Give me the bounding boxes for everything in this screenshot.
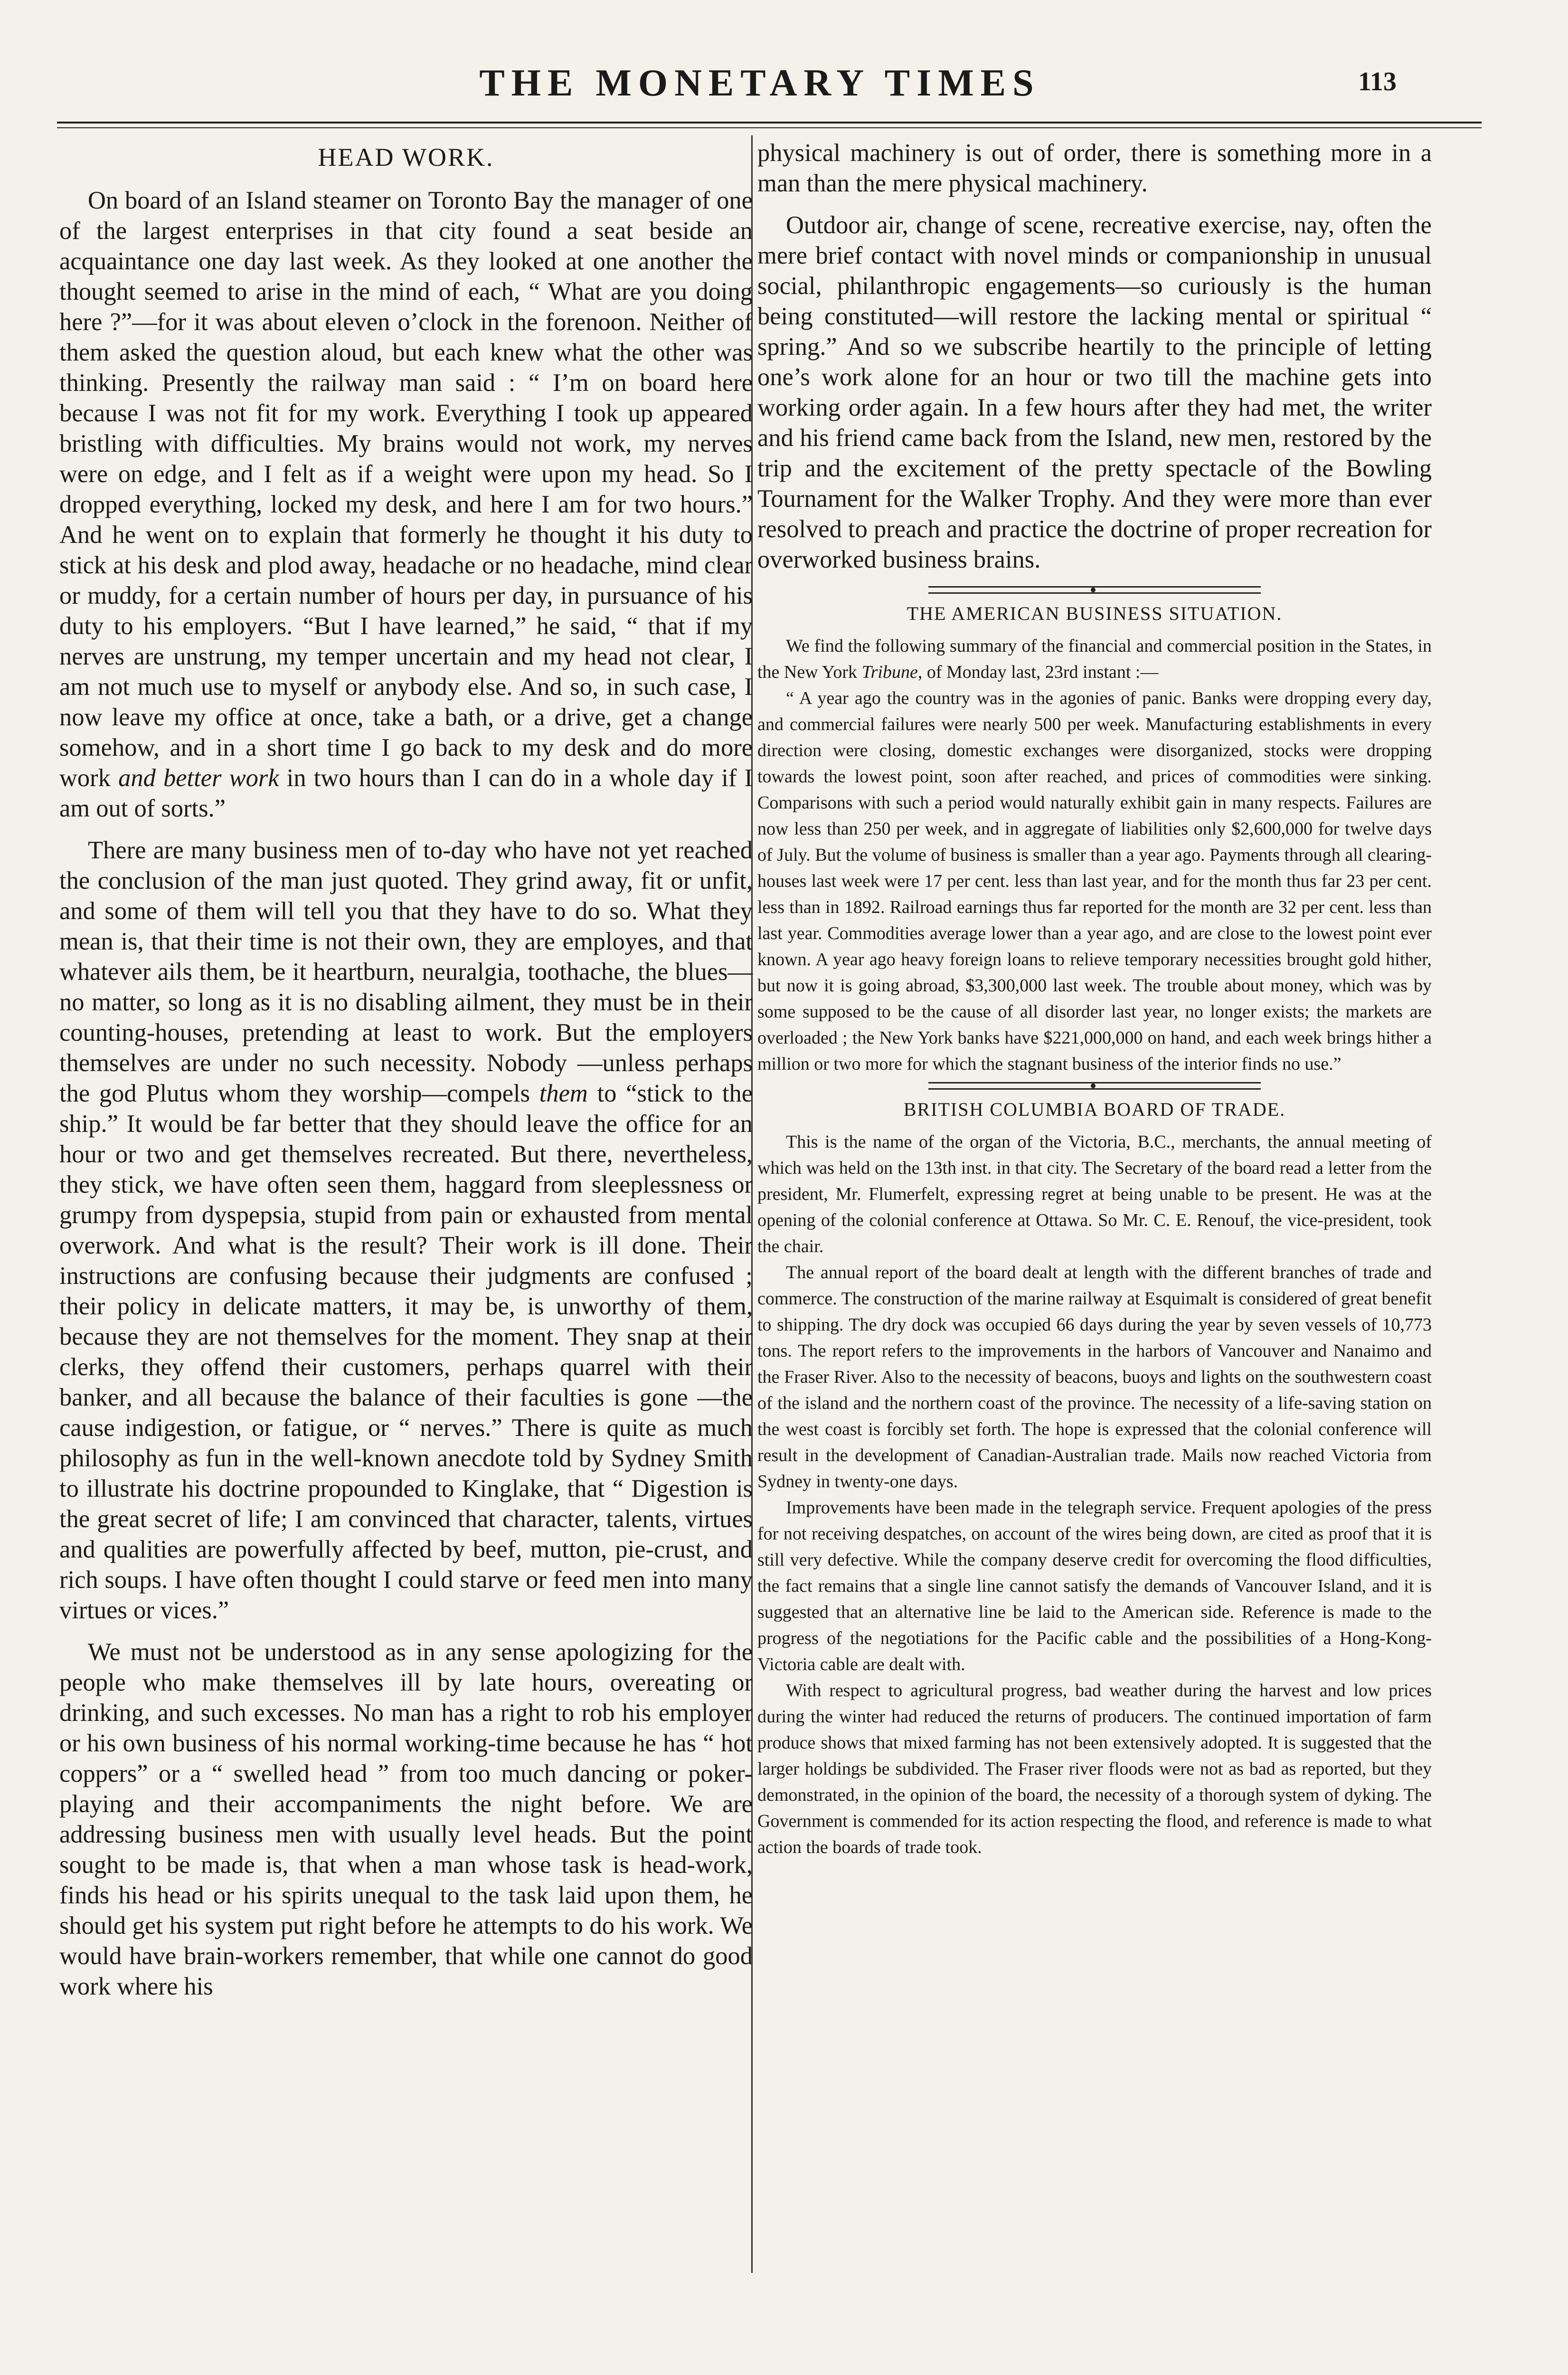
paragraph: On board of an Island steamer on Toronto Bay the manager of one of the largest enterprises in that city found a seat beside an acquaintance one day last week. As they looked at one another the thought seemed to arise in the mind of each, “ What are you doing here ?”—for it was about eleven o’clock in the forenoon. Neither of them asked the question aloud, but each knew what the other was thinking. Presently the railway man said : “ I’m on board here because I was not fit for my work. Everything I took up appeared bristling with difficulties. My brains would not work, my nerves were on edge, and I felt as if a weight were upon my head. So I dropped everything, locked my desk, and here I am for two hours.” And he went on to explain that formerly he thought it his duty to stick at his desk and plod away, headache or no headache, mind clear or muddy, for a certain number of hours per day, in pursuance of his duty to his employers. “But I have learned,” he said, “ that if my nerves are unstrung, my temper uncertain and my head not clear, I am not much use to myself or anybody else. And so, in such case, I now leave my office at once, take a bath, or a drive, get a change somehow, and in a short time I go back to my desk and do more work and better work in two hours than I can do in a whole day if I am out of sorts.” — [59, 187, 753, 822]
paragraph: This is the name of the organ of the Victoria, B.C., merchants, the annual meeting of which was held on the 13th inst. in that city. The Secretary of the board read a letter from the president, Mr. Flumerfelt, expressing regret at being unable to be present. He was at the opening of the colonial conference at Ottawa. So Mr. C. E. Renouf, the vice-president, took the chair. — [757, 1132, 1432, 1256]
quoted-paragraph: “ A year ago the country was in the agonies of panic. Banks were dropping every day, and commercial failures were nearly 500 per week. Manufacturing establishments in every direction were closing, domestic exchanges were disorganized, stocks were dropping towards the lowest point, soon after reached, and prices of commodities were sinking. Comparisons with such a period would naturally exhibit gain in many respects. Failures are now less than 250 per week, and in aggregate of liabilities only $2,600,000 for twelve days of July. But the volume of business is smaller than a year ago. Payments through all clearing-houses last week were 17 per cent. less than last year, and for the month thus far 23 per cent. less than in 1892. Railroad earnings thus far reported for the month are 32 per cent. less than last year. Commodities average lower than a year ago, and are close to the lowest point ever known. A year ago heavy foreign loans to relieve temporary necessities brought gold hither, but now it is going abroad, $3,300,000 last week. The trouble about money, which was by some supposed to be the cause of all disorder last year, no longer exists; the markets are overloaded ; the New York banks have $221,000,000 on hand, and each week brings hither a million or two more for which the stagnant business of the interior finds no use.” — [757, 688, 1432, 1074]
page-number: 113 — [1358, 67, 1397, 96]
masthead-title: THE MONETARY TIMES — [479, 62, 1040, 104]
section-separator — [928, 586, 1261, 594]
paragraph: Improvements have been made in the telegraph service. Frequent apologies of the press for not receiving despatches, on account of the wires being down, are cited as proof that it is still very defective. While the company deserve credit for overcoming the flood difficulties, the fact remains that a single line cannot satisfy the demands of Vancouver Island, and it is suggested that an alternative line be laid to the American side. Reference is made to the progress of the negotiations for the Pacific cable and the possibilities of a Hong-Kong-Victoria cable are dealt with. — [757, 1498, 1432, 1674]
article-bc-board-of-trade — [757, 1098, 1432, 1861]
article-heading: THE AMERICAN BUSINESS SITUATION. — [907, 603, 1283, 624]
article-continuation — [757, 138, 1432, 575]
paragraph: We find the following summary of the financial and commercial position in the States, in the New York Tribune, of Monday last, 23rd instant :— — [757, 636, 1432, 682]
section-separator — [928, 1082, 1261, 1090]
right-column — [757, 138, 1432, 1861]
paragraph: physical machinery is out of order, there is something more in a man than the mere physical machinery. — [757, 139, 1432, 197]
paragraph: We must not be understood as in any sense apologizing for the people who make themselves ill by late hours, overeating or drinking, and such excesses. No man has a right to rob his employer or his own business of his normal working-time because he has “ hot coppers” or a “ swelled head ” from too much dancing or poker-playing and their accompaniments the night before. We are addressing business men with usually level heads. But the point sought to be made is, that when a man whose task is head-work, finds his head or his spirits unequal to the task laid upon them, he should get his system put right before he attempts to do his work. We would have brain-workers remember, that while one cannot do good work where his — [59, 1638, 753, 2000]
paragraph: With respect to agricultural progress, bad weather during the harvest and low prices during the winter had reduced the returns of producers. The continued importation of farm produce shows that mixed farming has not been extensively adopted. It is suggested that the larger holdings be subdivided. The Fraser river floods were not as bad as reported, but they demonstrated, in the opinion of the board, the necessity of a thorough system of dyking. The Government is commended for its action respecting the flood, and reference is made to what action the boards of trade took. — [757, 1681, 1432, 1857]
article-heading: BRITISH COLUMBIA BOARD OF TRADE. — [903, 1099, 1286, 1120]
masthead-rule — [57, 122, 1482, 128]
article-american-business — [757, 602, 1432, 1077]
article-body — [59, 185, 753, 2002]
paragraph: Outdoor air, change of scene, recreative exercise, nay, often the mere brief contact with novel minds or companionship in unusual social, philanthropic engagements—so curiously is the human being constituted—will restore the lacking mental or spiritual “ spring.” And so we subscribe heartily to the principle of letting one’s work alone for an hour or two till the machine gets into working order again. In a few hours after they had met, the writer and his friend came back from the Island, new men, restored by the trip and the excitement of the pretty spectacle of the Bowling Tournament for the Walker Trophy. And they were more than ever resolved to preach and practice the doctrine of proper recreation for overworked business brains. — [757, 211, 1432, 573]
article-heading: HEAD WORK. — [318, 143, 494, 171]
paragraph: There are many business men of to-day who have not yet reached the conclusion of the man just quoted. They grind away, fit or unfit, and some of them will tell you that they have to do so. What they mean is, that their time is not their own, they are employes, and that whatever ails them, be it heartburn, neuralgia, toothache, the blues—no matter, so long as it is no disabling ailment, they must be in their counting-houses, pretending at least to work. But the employers themselves are under no such necessity. Nobody —unless perhaps the god Plutus whom they worship—compels them to “stick to the ship.” It would be far better that they should leave the office for an hour or two and get themselves recreated. But there, nevertheless, they stick, we have often seen them, haggard from sleeplessness or grumpy from dyspepsia, stupid from pain or exhausted from mental overwork. And what is the result? Their work is ill done. Their instructions are confusing because their judgments are confused ; their policy in delicate matters, it may be, is unworthy of them, because they are not themselves for the moment. They snap at their clerks, they offend their customers, perhaps quarrel with their banker, and all because the balance of their faculties is gone —the cause indigestion, or fatigue, or “ nerves.” There is quite as much philosophy as fun in the well-known anecdote told by Sydney Smith to illustrate his doctrine propounded to Kinglake, that “ Digestion is the great secret of life; I am convinced that character, talents, virtues and qualities are powerfully affected by beef, mutton, pie-crust, and rich soups. I have often thought I could starve or feed men into many virtues or vices.” — [59, 836, 753, 1624]
article-body — [757, 633, 1432, 1077]
article-head-work — [59, 138, 753, 2013]
paragraph: The annual report of the board dealt at length with the different branches of trade and commerce. The construction of the marine railway at Esquimalt is considered of great benefit to shipping. The dry dock was occupied 66 days during the year by seven vessels of 10,773 tons. The report refers to the improvements in the harbors of Vancouver and Nanaimo and the Fraser River. Also to the necessity of beacons, buoys and lights on the southwestern coast of the island and the northern coast of the province. The necessity of a life-saving station on the west coast is forcibly set forth. The hope is expressed that the colonial conference will result in the development of Canadian-Australian trade. Mails now reached Victoria from Sydney in twenty-one days. — [757, 1263, 1432, 1492]
article-body — [757, 1129, 1432, 1861]
